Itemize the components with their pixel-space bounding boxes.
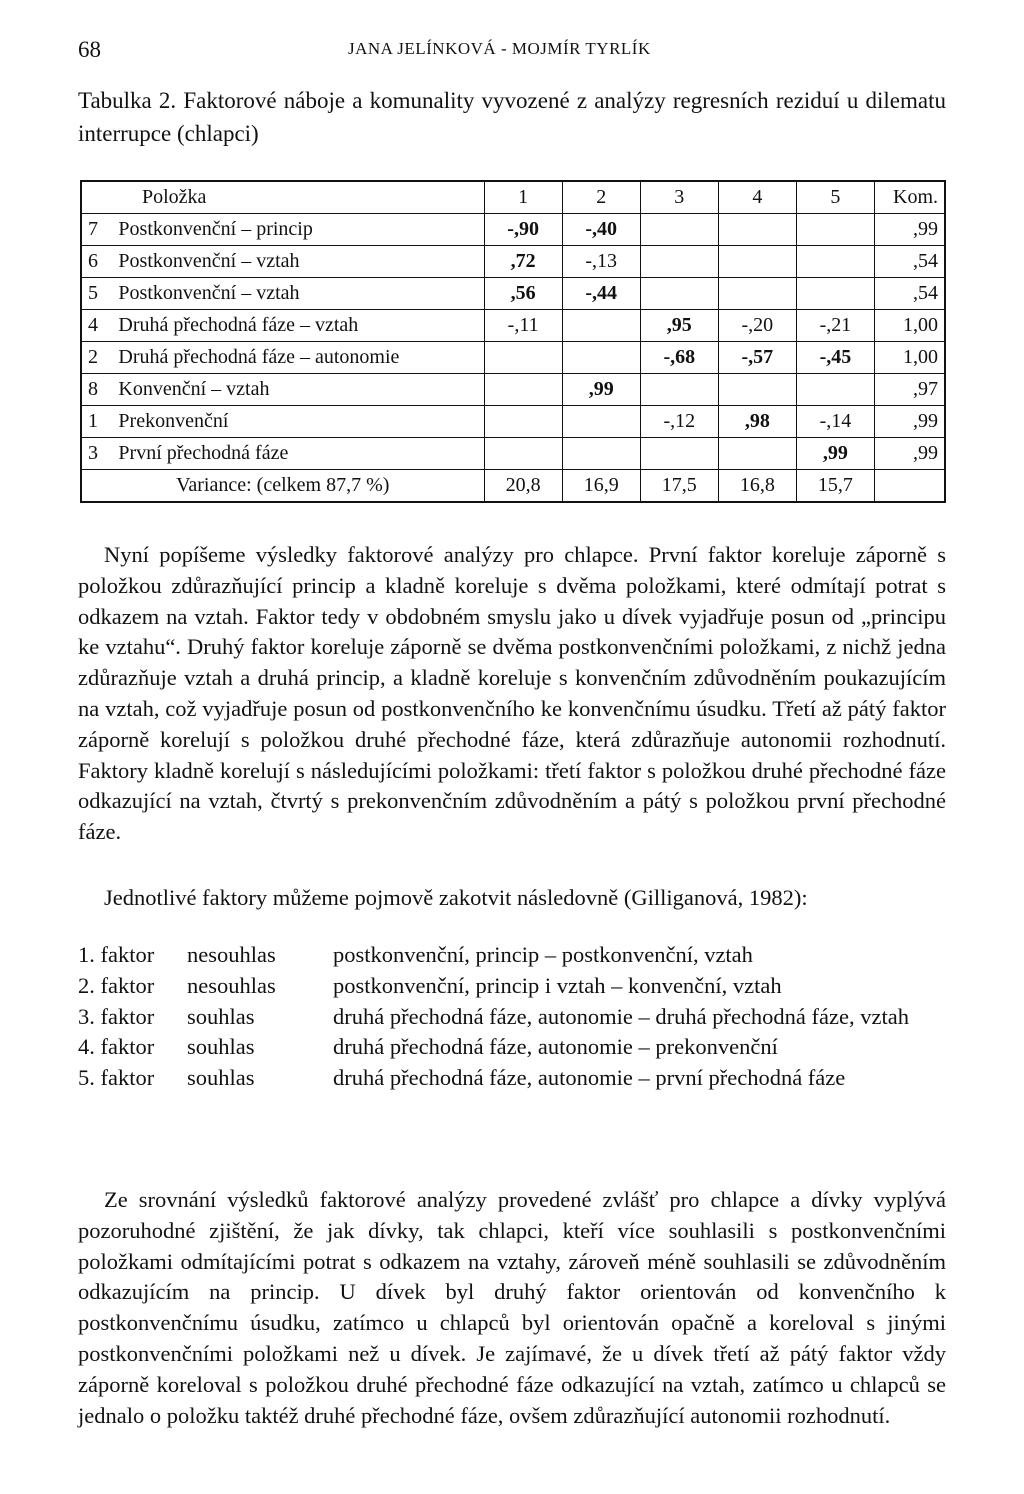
loading-cell-factor-2: -,44	[562, 278, 640, 310]
loading-cell-factor-4	[718, 246, 796, 278]
factor-list-item	[78, 940, 946, 971]
header-cell-factor-5: 5	[796, 181, 874, 214]
communality-cell: ,54	[874, 246, 945, 278]
paragraph-intro-factors	[78, 883, 946, 914]
variance-cell-factor-2: 16,9	[562, 470, 640, 503]
paragraph-intro-factors-text: Jednotlivé faktory můžeme pojmově zakotvit následovně (Gilliganová, 1982):	[104, 885, 808, 910]
variance-cell-factor-4: 16,8	[718, 470, 796, 503]
loading-cell-factor-1	[484, 342, 562, 374]
factor-description: druhá přechodná fáze, autonomie – první přechodná fáze	[333, 1065, 846, 1091]
paragraph-results-text: Nyní popíšeme výsledky faktorové analýzy pro chlapce. První faktor koreluje záporně s položkou zdůrazňující princip a kladně koreluje s dvěma položkami, které odmítají potrat s odkazem na vztah. Faktor tedy v obdobném smyslu jako u dívek vyjadřuje posun od „principu ke vztahu“. Druhý faktor koreluje záporně se dvěma postkonvenčními položkami, z nichž jedna zdůrazňuje vztah a druhá princip, a kladně koreluje s konvenčním zdůvodněním poukazujícím na vztah, což vyjadřuje posun od postkonvenčního ke konvenčnímu úsudku. Třetí až pátý faktor záporně korelují s položkou druhé přechodné fáze, která zdůrazňuje autonomii rozhodnutí. Faktory kladně korelují s následujícími položkami: třetí faktor s položkou druhé přechodné fáze odkazující na vztah, čtvrtý s prekonvenčním zdůvodněním a pátý s položkou první přechodné fáze.	[78, 542, 946, 845]
paragraph-results	[78, 540, 946, 848]
factor-name: 1. faktor	[78, 942, 155, 967]
loading-cell-factor-3: -,68	[640, 342, 718, 374]
loading-cell-factor-5: -,45	[796, 342, 874, 374]
header-cell-factor-4: 4	[718, 181, 796, 214]
factor-description: postkonvenční, princip – postkonvenční, vztah	[333, 942, 753, 967]
item-label-cell: Postkonvenční – princip	[112, 214, 484, 246]
factor-name: 3. faktor	[78, 1003, 155, 1029]
factor-list-item	[78, 1002, 946, 1033]
communality-cell: ,99	[874, 438, 945, 470]
page-number: 68	[78, 37, 101, 62]
item-label-cell: Konvenční – vztah	[112, 374, 484, 406]
item-number-cell: 5	[81, 278, 112, 310]
header-cell-factor-1: 1	[484, 181, 562, 214]
factor-list	[78, 940, 946, 1094]
loading-cell-factor-3: ,95	[640, 310, 718, 342]
running-header	[78, 34, 946, 64]
loading-cell-factor-3	[640, 278, 718, 310]
communality-cell: ,99	[874, 214, 945, 246]
loading-cell-factor-4: -,20	[718, 310, 796, 342]
loading-cell-factor-5	[796, 246, 874, 278]
factor-name: 4. faktor	[78, 1034, 155, 1060]
loading-cell-factor-3	[640, 374, 718, 406]
loading-cell-factor-2	[562, 406, 640, 438]
table-row	[81, 374, 945, 406]
loading-cell-factor-5: ,99	[796, 438, 874, 470]
factor-name: 2. faktor	[78, 972, 155, 998]
header-cell-communality: Kom.	[874, 181, 945, 214]
communality-cell: ,54	[874, 278, 945, 310]
factor-attitude: nesouhlas	[187, 942, 276, 967]
factor-list-item	[78, 1063, 946, 1094]
factor-list-item	[78, 971, 946, 1002]
factor-loadings-table	[80, 180, 946, 503]
loading-cell-factor-3	[640, 246, 718, 278]
table-row	[81, 438, 945, 470]
table-row	[81, 406, 945, 438]
variance-communality-cell	[874, 470, 945, 503]
item-label-cell: Postkonvenční – vztah	[112, 246, 484, 278]
loading-cell-factor-4	[718, 438, 796, 470]
table-caption: Tabulka 2. Faktorové náboje a komunality vyvozené z analýzy regresních reziduí u dilematu interrupce (chlapci)	[78, 88, 946, 146]
loading-cell-factor-1: -,90	[484, 214, 562, 246]
loading-cell-factor-5	[796, 278, 874, 310]
table-row	[81, 246, 945, 278]
header-cell-item: Položka	[81, 181, 484, 214]
loading-cell-factor-5: -,14	[796, 406, 874, 438]
loading-cell-factor-2: -,13	[562, 246, 640, 278]
loading-cell-factor-3	[640, 438, 718, 470]
loading-cell-factor-3: -,12	[640, 406, 718, 438]
header-authors: JANA JELÍNKOVÁ - MOJMÍR TYRLÍK	[348, 39, 651, 58]
item-number-cell: 1	[81, 406, 112, 438]
paragraph-comparison-text: Ze srovnání výsledků faktorové analýzy provedené zvlášť pro chlapce a dívky vyplývá pozoruhodné zjištění, že jak dívky, tak chlapci, kteří více souhlasili s postkonvenčními položkami odmítajícími potrat s odkazem na vztahy, zároveň méně souhlasili se zdůvodněním odkazujícím na princip. U dívek byl druhý faktor orientován od konvenčního k postkonvenčnímu úsudku, zatímco u chlapců byl orientován opačně a koreloval s jinými postkonvenčními položkami než u dívek. Je zajímavé, že u dívek třetí až pátý faktor vždy záporně koreloval s položkou druhé přechodné fáze odkazující na vztah, zatímco u chlapců se jednalo o položku taktéž druhé přechodné fáze, ovšem zdůrazňující autonomii rozhodnutí.	[78, 1187, 946, 1428]
item-label-cell: První přechodná fáze	[112, 438, 484, 470]
factor-attitude: nesouhlas	[187, 972, 276, 998]
variance-cell-factor-5: 15,7	[796, 470, 874, 503]
loading-cell-factor-2	[562, 438, 640, 470]
header-cell-factor-3: 3	[640, 181, 718, 214]
factor-name: 5. faktor	[78, 1065, 155, 1091]
communality-cell: ,99	[874, 406, 945, 438]
factor-attitude: souhlas	[187, 1034, 255, 1060]
loading-cell-factor-4	[718, 278, 796, 310]
loading-cell-factor-4: -,57	[718, 342, 796, 374]
item-number-cell: 4	[81, 310, 112, 342]
loading-cell-factor-5	[796, 374, 874, 406]
factor-attitude: souhlas	[187, 1065, 255, 1091]
factor-description: postkonvenční, princip i vztah – konvenční, vztah	[333, 972, 782, 998]
table-body	[81, 181, 945, 502]
item-number-cell: 2	[81, 342, 112, 374]
loading-cell-factor-2	[562, 310, 640, 342]
loading-cell-factor-1	[484, 374, 562, 406]
item-label-cell: Druhá přechodná fáze – vztah	[112, 310, 484, 342]
factor-description: druhá přechodná fáze, autonomie – prekonvenční	[333, 1034, 778, 1060]
loading-cell-factor-4	[718, 374, 796, 406]
table-row	[81, 310, 945, 342]
factor-description: druhá přechodná fáze, autonomie – druhá přechodná fáze, vztah	[333, 1003, 909, 1029]
item-label-cell: Postkonvenční – vztah	[112, 278, 484, 310]
item-number-cell: 6	[81, 246, 112, 278]
table-row	[81, 278, 945, 310]
item-number-cell: 8	[81, 374, 112, 406]
loading-cell-factor-1	[484, 438, 562, 470]
loading-cell-factor-2	[562, 342, 640, 374]
factor-attitude: souhlas	[187, 1003, 255, 1029]
variance-cell-factor-3: 17,5	[640, 470, 718, 503]
item-number-cell: 7	[81, 214, 112, 246]
loading-cell-factor-4	[718, 214, 796, 246]
loading-cell-factor-1: ,56	[484, 278, 562, 310]
loading-cell-factor-3	[640, 214, 718, 246]
variance-cell-factor-1: 20,8	[484, 470, 562, 503]
loading-cell-factor-4: ,98	[718, 406, 796, 438]
loading-cell-factor-2: ,99	[562, 374, 640, 406]
communality-cell: 1,00	[874, 342, 945, 374]
variance-label-cell: Variance: (celkem 87,7 %)	[81, 470, 484, 503]
table-header-row	[81, 181, 945, 214]
item-label-cell: Druhá přechodná fáze – autonomie	[112, 342, 484, 374]
communality-cell: ,97	[874, 374, 945, 406]
item-label-cell: Prekonvenční	[112, 406, 484, 438]
loading-cell-factor-1: -,11	[484, 310, 562, 342]
variance-row	[81, 470, 945, 503]
header-cell-factor-2: 2	[562, 181, 640, 214]
loading-cell-factor-5	[796, 214, 874, 246]
loading-cell-factor-5: -,21	[796, 310, 874, 342]
table-row	[81, 214, 945, 246]
factor-list-item	[78, 1032, 946, 1063]
loading-cell-factor-1: ,72	[484, 246, 562, 278]
loading-cell-factor-2: -,40	[562, 214, 640, 246]
loading-cell-factor-1	[484, 406, 562, 438]
communality-cell: 1,00	[874, 310, 945, 342]
item-number-cell: 3	[81, 438, 112, 470]
paragraph-comparison	[78, 1185, 946, 1431]
table-row	[81, 342, 945, 374]
